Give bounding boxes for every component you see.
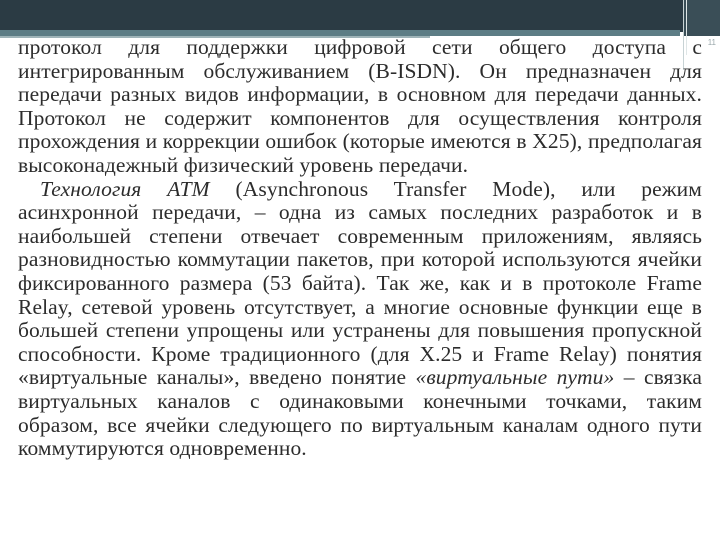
paragraph-1: протокол для поддержки цифровой сети общего доступа с интегрированным обслуживанием (B-ISDN). Он предназначен для передачи разных видов информации, в основном для передачи данных. Протокол не содержит компонентов для осуществления контроля прохождения и коррекции ошибок (которые имеются в X25), предполагая высоконадежный физический уровень передачи. xyxy=(18,35,702,177)
slide-body-text xyxy=(18,36,702,461)
page-number: 11 xyxy=(707,38,716,47)
term-atm: Технология АТМ xyxy=(40,176,210,201)
paragraph-2-text-b: – связка виртуальных каналов с одинаковыми конечными точками, таким образом, все ячейки следующего по виртуальным каналам одного пути коммутируются одновременно. xyxy=(18,365,703,461)
paragraph-2-text-a: (Asynchronous Transfer Mode), или режим асинхронной передачи, – одна из самых последних разработок и в наибольшей степени отвечает современным приложениям, являясь разновидностью коммутации пакетов, при которой используются ячейки фиксированного размера (53 байта). Так же, как и в протоколе Frame Relay, сетевой уровень отсутствует, а многие основные функции еще в большей степени упрощены или устранены для повышения пропускной способности. Кроме традиционного (для X.25 и Frame Relay) понятия «виртуальные каналы», введено понятие xyxy=(18,176,702,390)
term-virtual-paths: «виртуальные пути» xyxy=(415,365,615,390)
slide-corner-block xyxy=(684,0,720,36)
paragraph-2 xyxy=(18,178,702,461)
slide-header-bar xyxy=(0,0,720,32)
